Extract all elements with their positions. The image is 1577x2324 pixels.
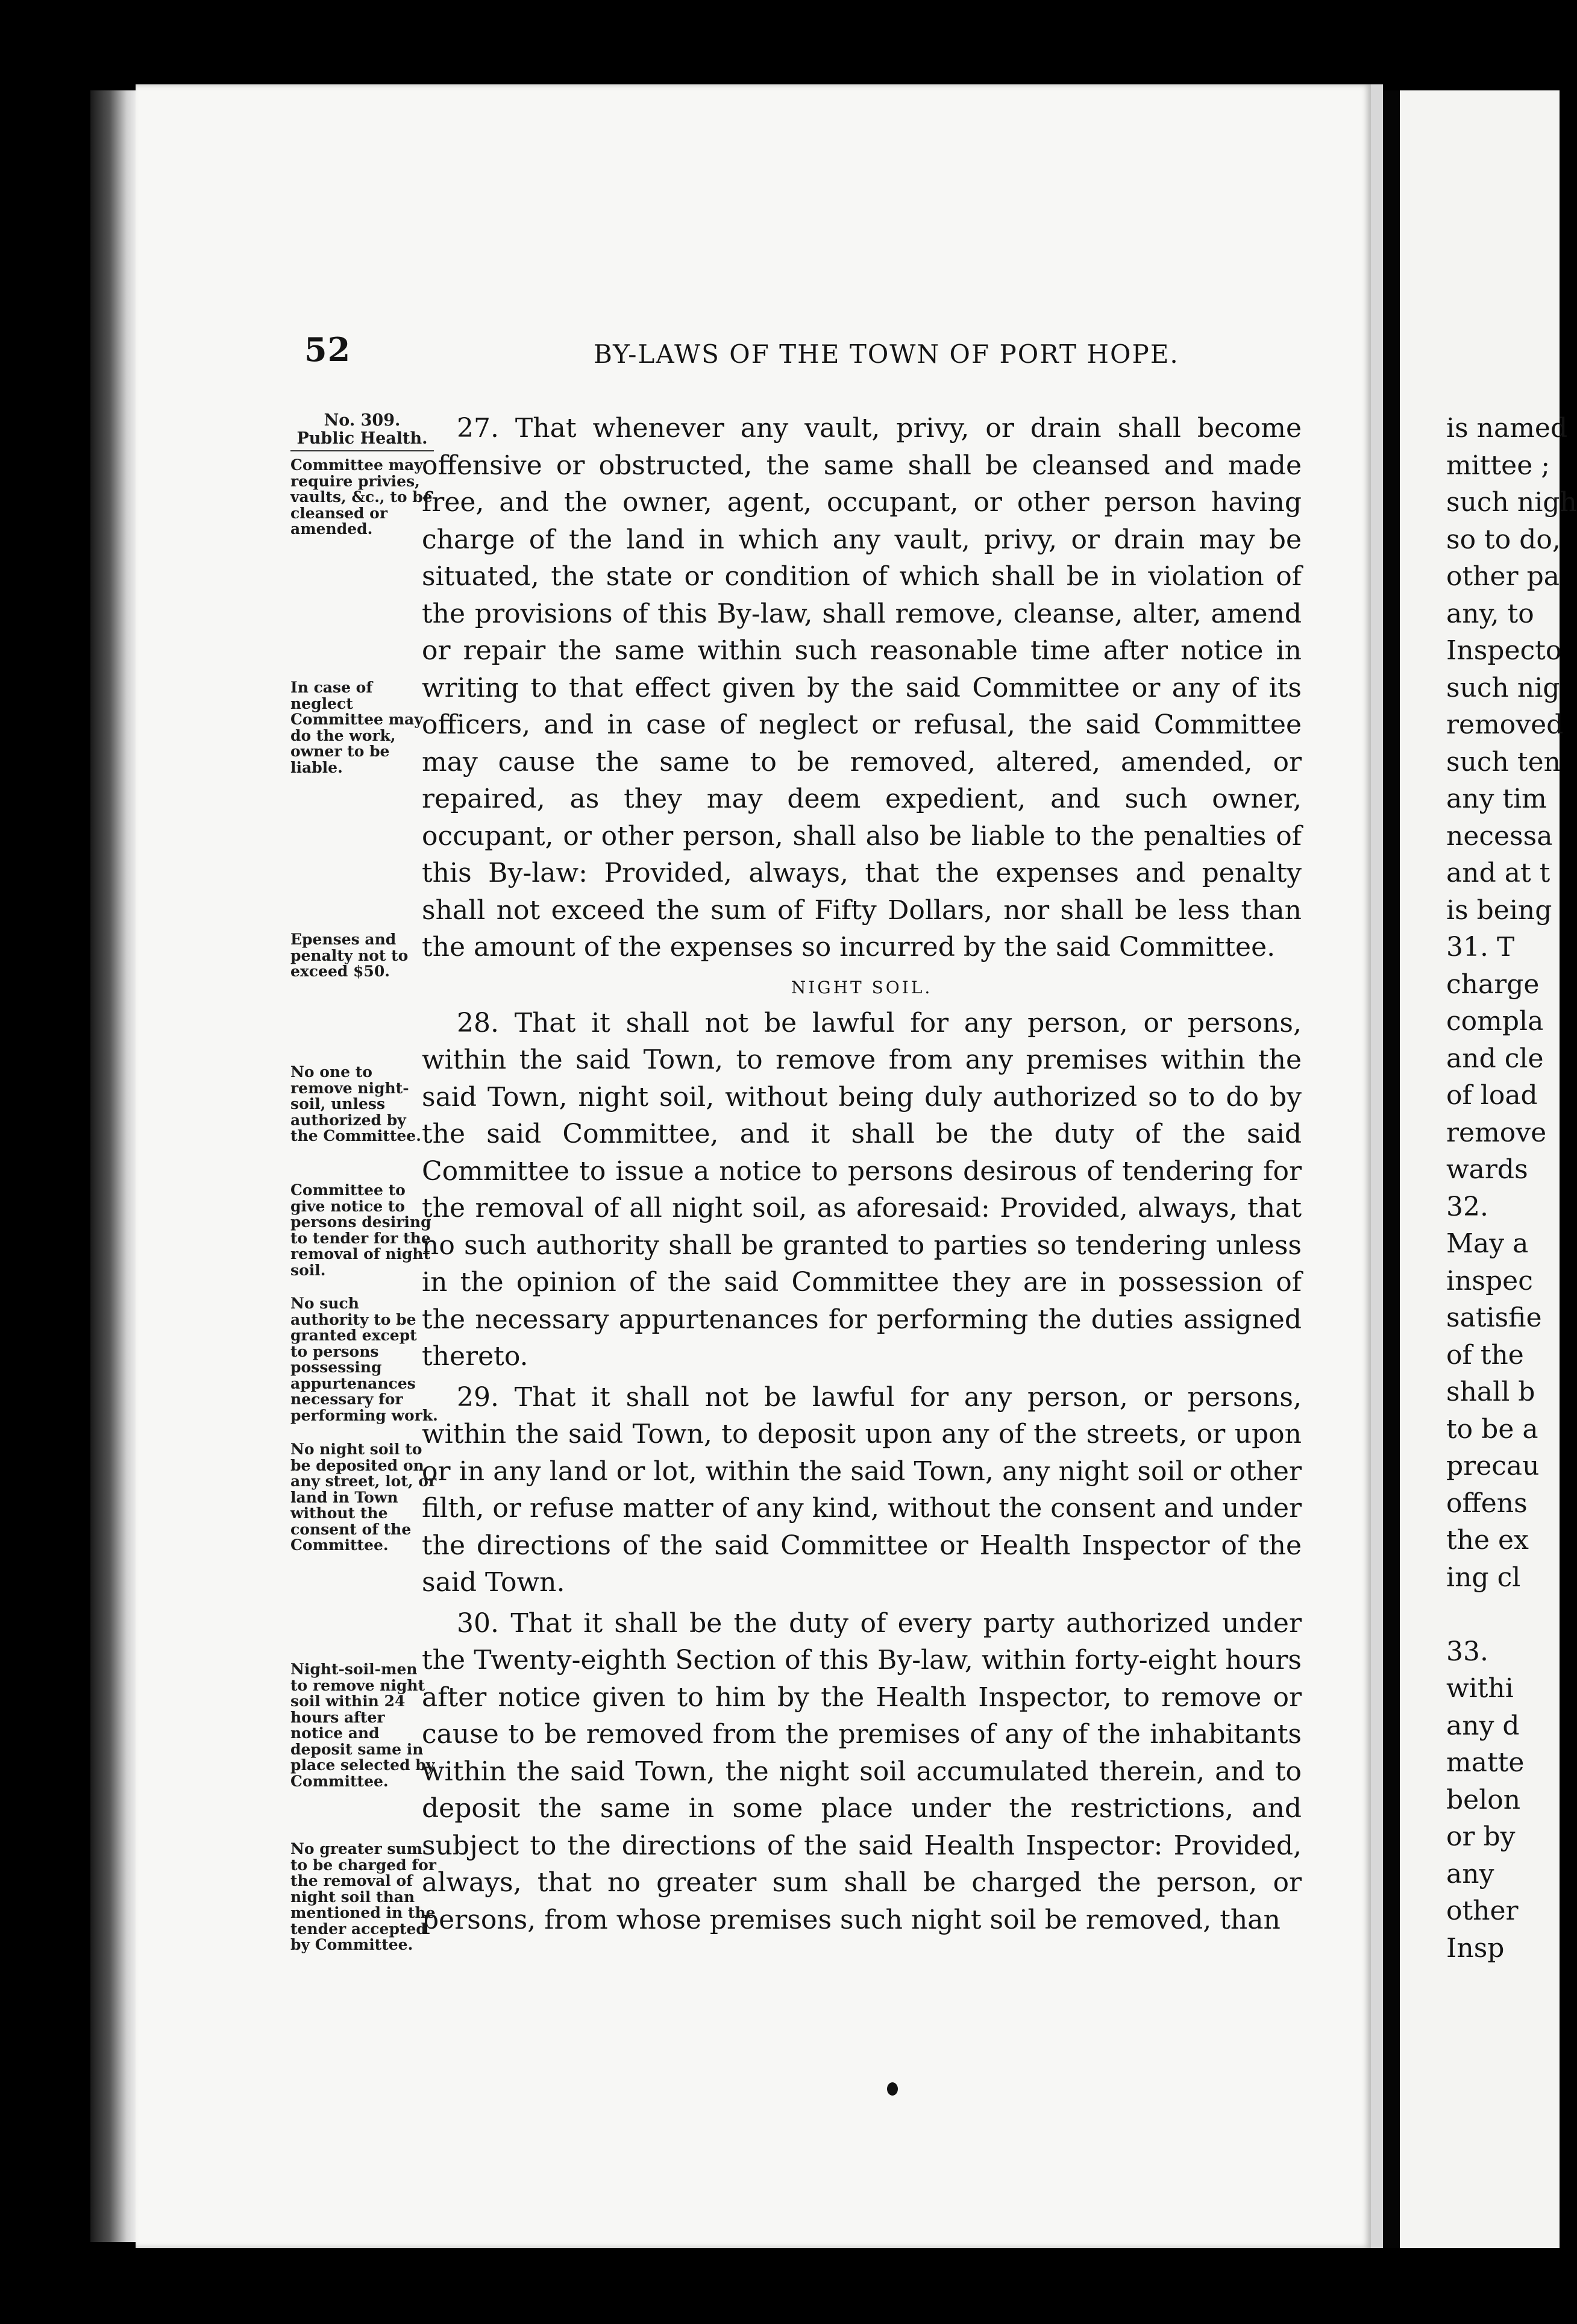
margin-note-authority: No such authority to be granted except to persons possessing appurtenances necessary for performing work. xyxy=(290,1295,438,1424)
next-page-line: any tim xyxy=(1446,784,1547,814)
running-title: BY-LAWS OF THE TOWN OF PORT HOPE. xyxy=(594,339,1179,369)
next-page-line: mittee ; xyxy=(1446,450,1550,481)
bylaw-subject: Public Health. xyxy=(296,429,428,448)
next-page-line: shall b xyxy=(1446,1377,1535,1407)
next-page-line: 33. xyxy=(1446,1636,1488,1667)
next-page-line: removed xyxy=(1446,709,1564,740)
margin-note-neglect: In case of neglect Committee may do the work, owner to be liable. xyxy=(290,679,423,776)
next-page-line: other pa xyxy=(1446,561,1560,592)
next-page-line: precau xyxy=(1446,1451,1540,1481)
next-page-line: to be a xyxy=(1446,1413,1538,1445)
next-page-line: offens xyxy=(1446,1487,1528,1519)
next-page-text xyxy=(1446,410,1577,1967)
next-page-line: such nigh xyxy=(1446,487,1577,518)
page-divider xyxy=(1383,90,1400,2248)
paragraph-28: 28. That it shall not be lawful for any person, or persons, within the said Town, to remove from any premises within the said Town, night soil, without being duly authorized so to do by the said Committee, and it shall be the duty of the said Committee to issue a notice to persons desirous of tendering for the removal of all night soil, as aforesaid: Provided, always, that no such authority shall be granted to parties so tendering unless in the opinion of the said Committee they are in possession of the necessary appurtenances for performing the duties assigned thereto. xyxy=(422,1007,1302,1372)
margin-note-tender-notice: Committee to give notice to persons desiring to tender for the removal of night soil. xyxy=(290,1181,431,1279)
next-page-line: 32. xyxy=(1446,1191,1488,1222)
paragraph-30: 30. That it shall be the duty of every party authorized under the Twenty-eighth Section of this By-law, within forty-eight hours after notice given to him by the Health Inspector, to remove or cause to be removed from the premises of any of the inhabitants within the said Town, the night soil accumulated therein, and to deposit the same in some place under the restrictions, and subject to the directions of the said Health Inspector: Provided, always, that no greater sum shall be charged the person, or persons, from whose premises such night soil be removed, than xyxy=(422,1607,1302,1935)
margin-note-night-soil-men: Night-soil-men to remove night soil within 24 hours after notice and deposit same in place selected by Committee. xyxy=(290,1660,435,1790)
next-page-line: other xyxy=(1446,1895,1519,1926)
next-page-line: charge xyxy=(1446,969,1540,1000)
next-page-line: Inspecto xyxy=(1446,635,1562,666)
margin-note-cleanse: Committee may require privies, vaults, &c., to be cleansed or amended. xyxy=(290,456,433,538)
next-page-line: and at t xyxy=(1446,858,1550,888)
next-page-line: inspec xyxy=(1446,1265,1533,1296)
margin-note-no-deposit: No night soil to be deposited on any street, lot, or land in Town without the consent of the Committee. xyxy=(290,1440,437,1554)
next-page-line: is named xyxy=(1446,413,1568,444)
next-page-line: any xyxy=(1446,1858,1494,1889)
paragraph-29: 29. That it shall not be lawful for any person, or persons, within the said Town, to deposit upon any of the streets, or upon or in any land or lot, within the said Town, any night soil or other filth, or refuse matter of any kind, without the consent and under the directions of the said Committee or Health Inspector of the said Town. xyxy=(422,1381,1302,1598)
section-heading: NIGHT SOIL. xyxy=(791,977,933,997)
margin-note-no-removal: No one to remove night-soil, unless authorized by the Committee. xyxy=(290,1063,421,1145)
next-page-line: ing cl xyxy=(1446,1562,1521,1593)
bylaw-number: No. 309. xyxy=(324,411,401,430)
body-text xyxy=(422,410,1302,1942)
next-page-line: belon xyxy=(1446,1784,1521,1815)
margin-note-max-charge: No greater sum to be charged for the removal of night soil than mentioned in the tender accepted by Committee. xyxy=(290,1840,436,1953)
next-page-line: matte xyxy=(1446,1747,1525,1778)
margin-note-bylaw xyxy=(290,412,438,538)
next-page-line: such ten xyxy=(1446,746,1561,777)
next-page-line: 31. T xyxy=(1446,932,1515,963)
next-page-line: withi xyxy=(1446,1673,1514,1704)
paragraph-27: 27. That whenever any vault, privy, or drain shall become offensive or obstructed, the same shall be cleansed and made free, and the owner, agent, occupant, or other person having charge of the land in which any vault, privy, or drain may be situated, the state or condition of which shall be in violation of the provisions of this By-law, shall remove, cleanse, alter, amend or repair the same within such reasonable time after notice in writing to that effect given by the said Committee or any of its officers, and in case of neglect or refusal, the said Committee may cause the same to be removed, altered, amended, or repaired, as they may deem expedient, and such owner, occupant, or other person, shall also be liable to the penalties of this By-law: Provided, always, that the expenses and penalty shall not exceed the sum of Fifty Dollars, nor shall be less than the amount of the expenses so incurred by the said Committee. xyxy=(422,413,1302,963)
next-page-line: any d xyxy=(1446,1710,1520,1741)
next-page-line: Insp xyxy=(1446,1932,1505,1964)
margin-note-expenses: Epenses and penalty not to exceed $50. xyxy=(290,931,409,980)
page-gutter xyxy=(1371,84,1383,2248)
book-spine-shadow xyxy=(90,90,139,2242)
next-page-line: and cle xyxy=(1446,1043,1544,1074)
next-page-line: of the xyxy=(1446,1339,1524,1371)
next-page-line: such nig xyxy=(1446,672,1560,703)
page-number: 52 xyxy=(304,330,351,369)
next-page-line: remove xyxy=(1446,1117,1547,1148)
next-page-line: May a xyxy=(1446,1228,1529,1259)
next-page-line: of load xyxy=(1446,1080,1538,1111)
next-page-line xyxy=(1446,1596,1567,1633)
next-page-line: compla xyxy=(1446,1006,1544,1037)
next-page-line: wards xyxy=(1446,1154,1528,1185)
ink-dot xyxy=(887,2082,898,2096)
next-page-line: the ex xyxy=(1446,1525,1529,1556)
next-page-line: any, to xyxy=(1446,598,1534,629)
margin-note-heading xyxy=(290,412,434,451)
next-page-line: satisfie xyxy=(1446,1302,1542,1333)
next-page-line: is being xyxy=(1446,894,1552,926)
next-page-line: necessa xyxy=(1446,820,1553,852)
next-page-line: so to do, xyxy=(1446,524,1561,555)
next-page-line: or by xyxy=(1446,1821,1516,1852)
